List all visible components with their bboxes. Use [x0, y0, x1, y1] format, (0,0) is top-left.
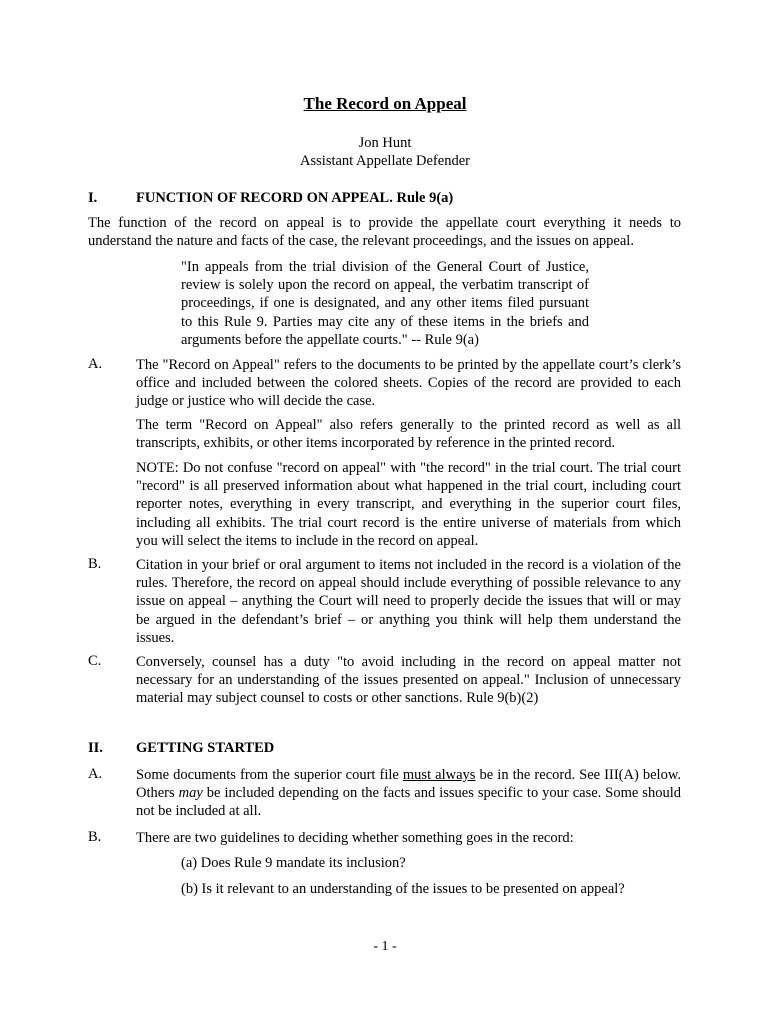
guideline-b: (b) Is it relevant to an understanding of the issues to be presented on appeal? [181, 881, 625, 897]
rule-9a-quote: "In appeals from the trial division of the General Court of Justice, review is solely upon the record on appeal, the verbatim transcript of proceedings, if one is designated, and any other items filed pursuant to this Rule 9. Parties may cite any of these items in the briefs and arguments before the appellate courts." -- Rule 9(a) [181, 259, 589, 348]
section-2-B-label: B. [88, 829, 102, 845]
guideline-a: (a) Does Rule 9 mandate its inclusion? [181, 855, 406, 871]
section-2-A-text-1: Some documents from the superior court file [136, 767, 403, 783]
author-name: Jon Hunt [358, 135, 412, 151]
section-1-intro: The function of the record on appeal is to provide the appellate court everything it needs to understand the nature and facts of the case, the relevant proceedings, and the issues on appeal. [88, 215, 681, 250]
section-1-A-note: NOTE: Do not confuse "record on appeal" with "the record" in the trial court. The trial court "record" is all preserved information about what happened in the trial court, including court reporter notes, everything in every transcript, and everything in the superior court files, including all exhibits. The trial court record is the entire universe of materials from which you will select the items to include in the record on appeal. [136, 460, 681, 549]
section-2-A-label: A. [88, 766, 103, 782]
section-1-A-paragraph-1: The "Record on Appeal" refers to the documents to be printed by the appellate court’s clerk’s office and included between the colored sheets. Copies of the record are provided to each judge or justice who will decide the case. [136, 357, 681, 410]
section-2-number: II. [88, 740, 103, 756]
section-1-C-paragraph: Conversely, counsel has a duty "to avoid including in the record on appeal matter not necessary for an understanding of the issues presented on appeal." Inclusion of unnecessary material may subject counsel to costs or other sanctions. Rule 9(b)(2) [136, 654, 681, 707]
section-2-heading: GETTING STARTED [136, 740, 275, 756]
section-1-heading: FUNCTION OF RECORD ON APPEAL. Rule 9(a) [136, 190, 454, 206]
section-1-C-label: C. [88, 653, 102, 669]
must-always-emphasis: must always [402, 767, 476, 783]
author-title: Assistant Appellate Defender [300, 153, 470, 169]
section-1-A-label: A. [88, 356, 103, 372]
may-emphasis: may [178, 785, 203, 802]
section-2-B-paragraph: There are two guidelines to deciding whether something goes in the record: [136, 830, 574, 846]
document-title: The Record on Appeal [303, 94, 467, 113]
section-2-A-paragraph [136, 766, 681, 821]
section-2-A-text-2: be in the record. See III(A) below. Others [136, 767, 681, 802]
page-number: - 1 - [373, 939, 397, 954]
section-1-B-paragraph: Citation in your brief or oral argument to items not included in the record is a violation of the rules. Therefore, the record on appeal should include everything of possible relevance to any issue on appeal – anything the Court will need to properly decide the issues that will or may be argued in the defendant’s brief – or anything you think will help them understand the issues. [136, 557, 681, 646]
section-1-number: I. [88, 190, 98, 206]
section-2-A-text-3: be included depending on the facts and issues specific to your case. Some should not be included at all. [136, 785, 681, 820]
section-1-B-label: B. [88, 556, 102, 572]
section-1-A-paragraph-2: The term "Record on Appeal" also refers generally to the printed record as well as all transcripts, exhibits, or other items incorporated by reference in the printed record. [136, 417, 681, 452]
